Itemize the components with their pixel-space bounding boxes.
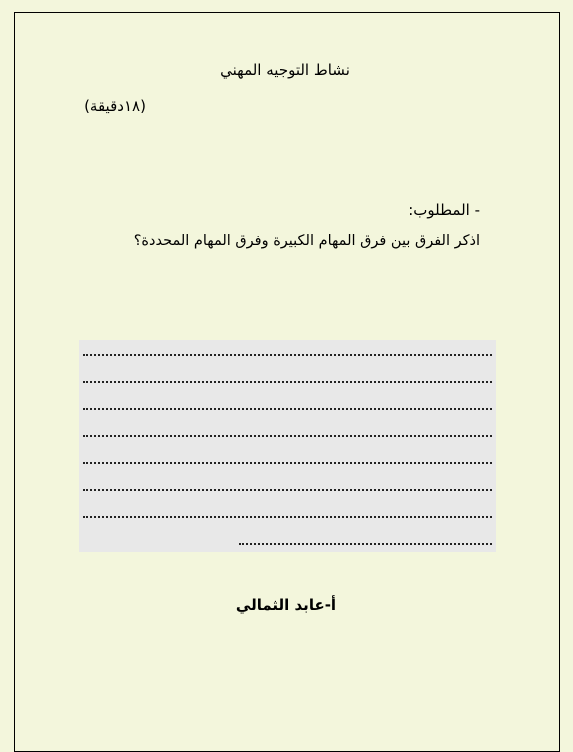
answer-area — [79, 340, 496, 552]
answer-line — [83, 406, 492, 410]
answer-line — [83, 487, 492, 491]
answer-line — [83, 460, 492, 464]
required-label: - المطلوب: — [408, 201, 480, 219]
answer-line — [83, 514, 492, 518]
answer-line — [83, 379, 492, 383]
answer-line — [83, 352, 492, 356]
answer-line — [239, 541, 492, 545]
question-text: اذكر الفرق بين فرق المهام الكبيرة وفرق المهام المحددة؟ — [133, 233, 480, 249]
activity-title: نشاط التوجيه المهني — [220, 61, 350, 79]
answer-line — [83, 433, 492, 437]
author-name: أ-عابد الثمالي — [235, 596, 337, 614]
activity-duration: (١٨دقيقة) — [84, 97, 146, 115]
